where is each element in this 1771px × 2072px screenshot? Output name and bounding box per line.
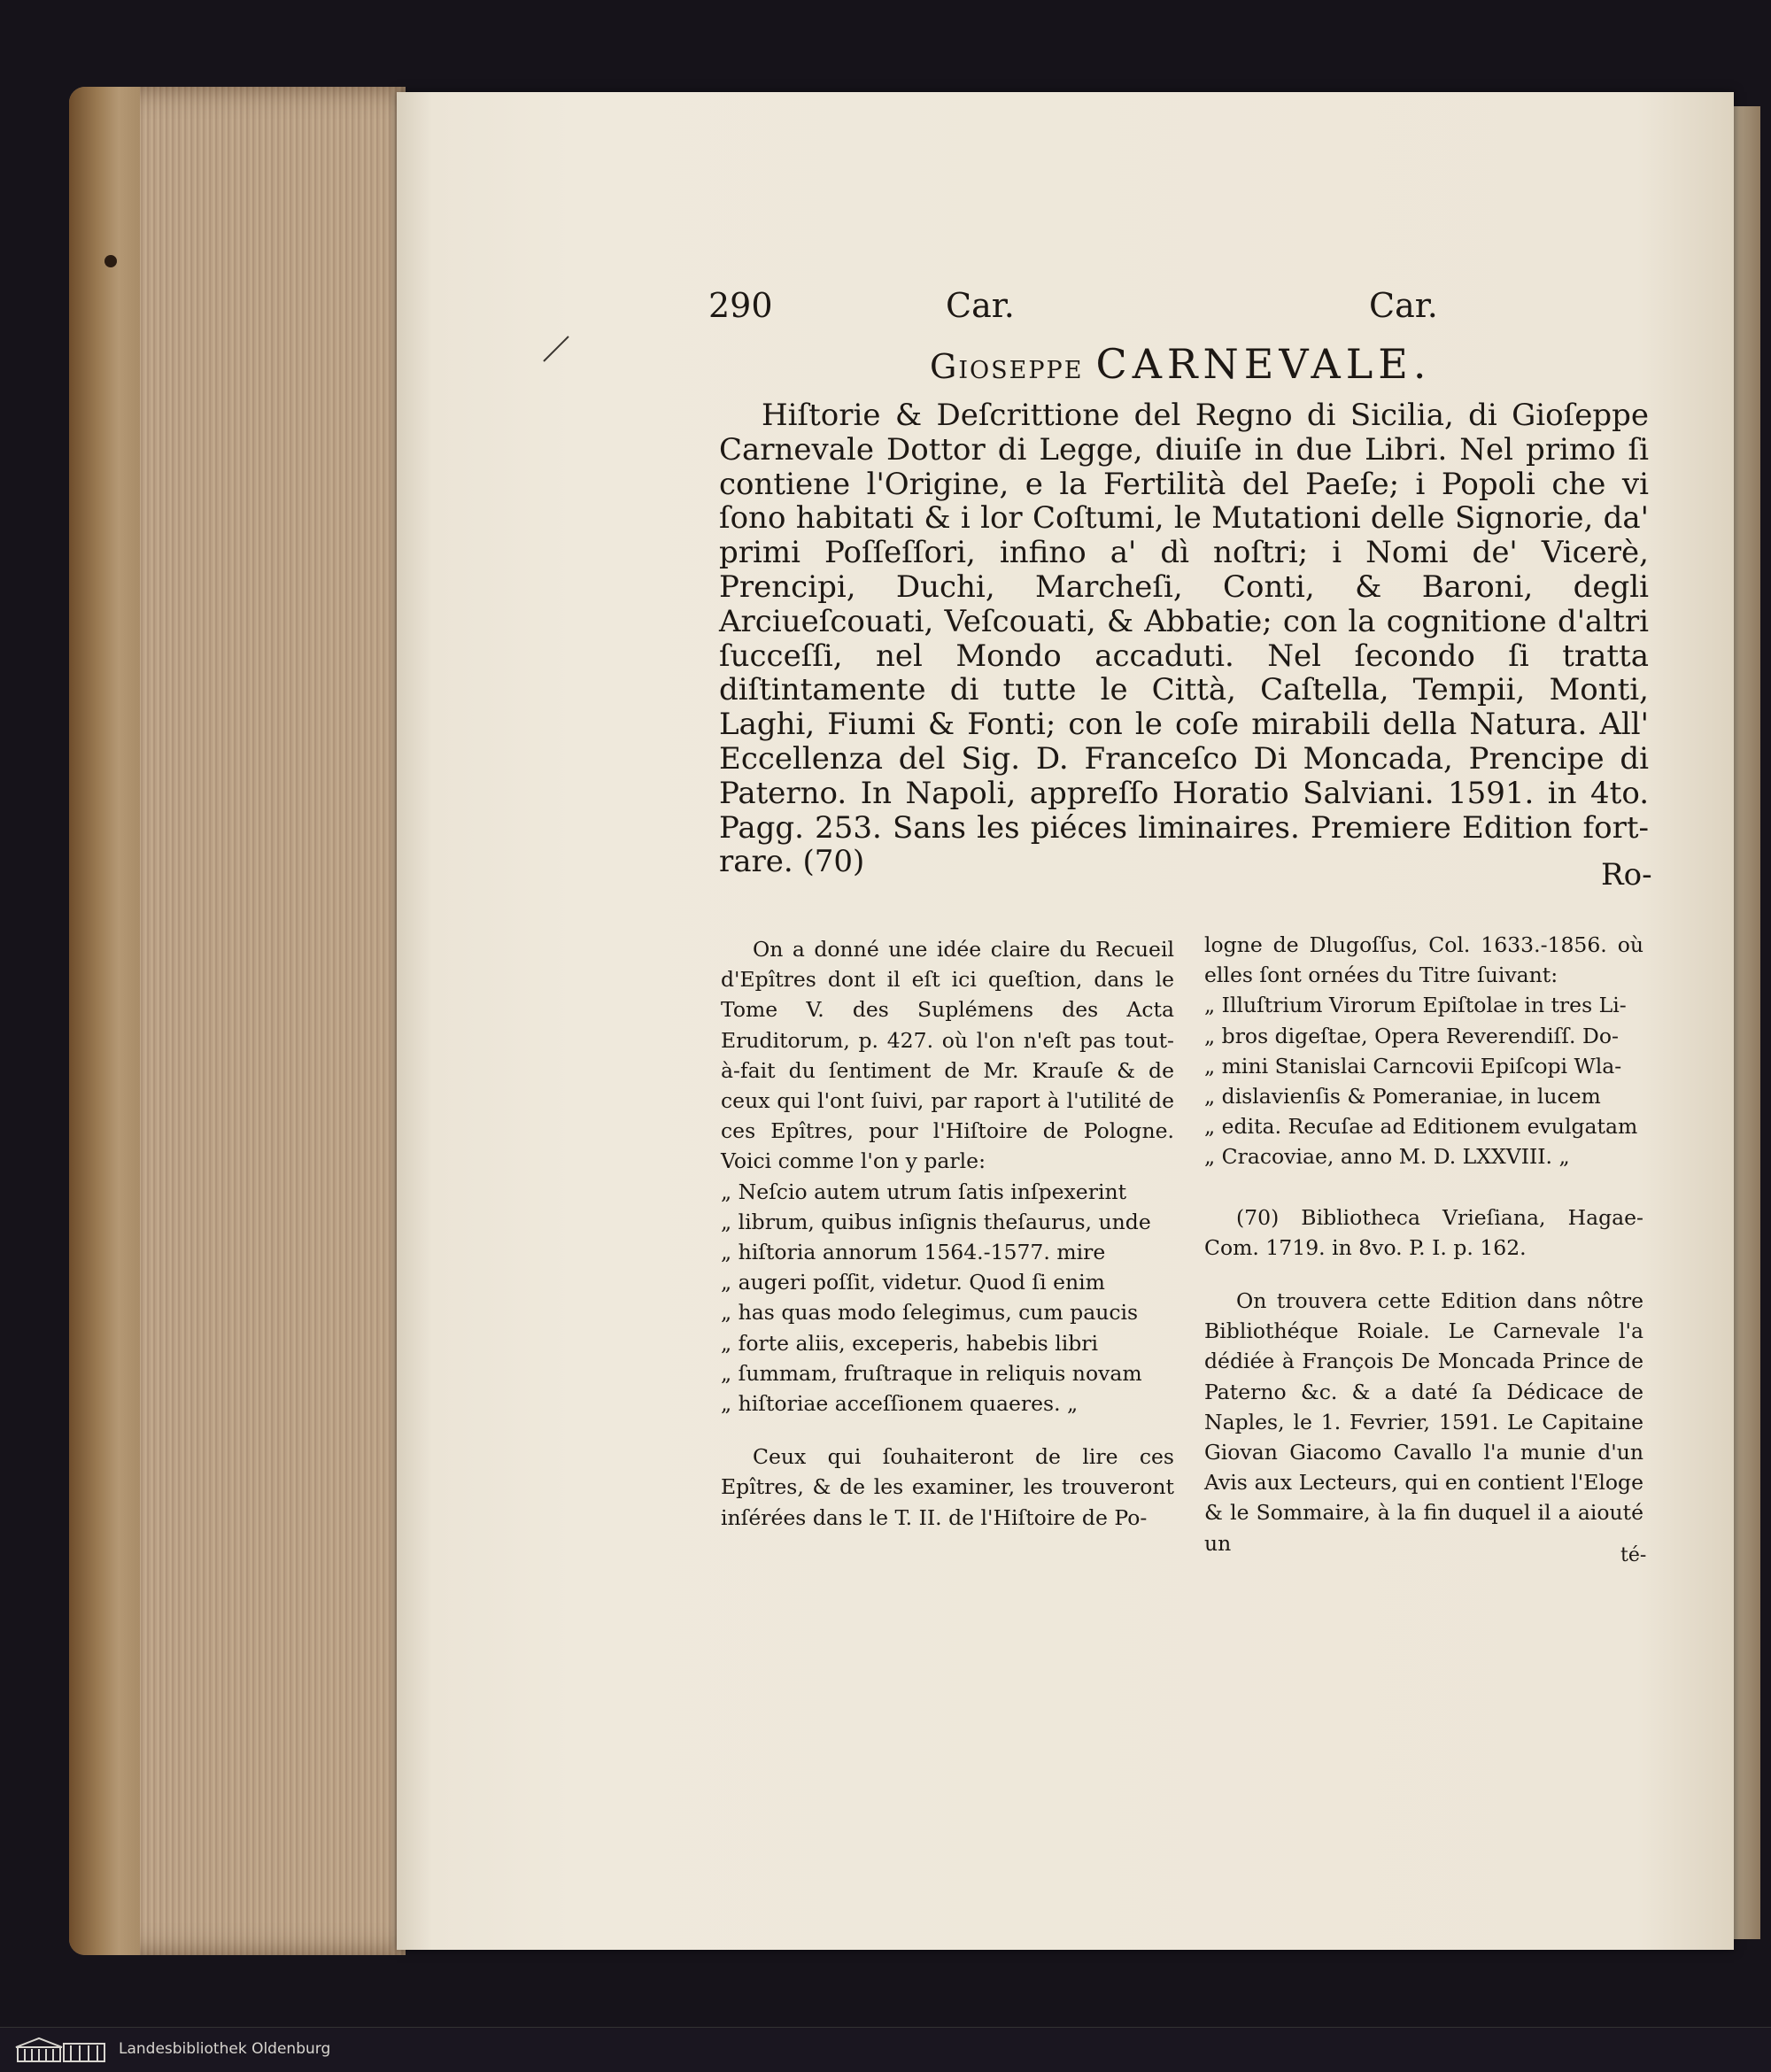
author-first-name: Gioseppe: [930, 347, 1084, 386]
book-cover: [69, 87, 140, 1955]
right-paragraph-2: On trouvera cette Edition dans nôtre Bibliothéque Roiale. Le Carnevale l'a dédiée à François De Moncada Prince de Paterno &c. & a daté ſa Dédicace de Naples, le 1. Fevrier, 1591. Le Capitaine Giovan Giacomo Cavallo l'a munie d'un Avis aux Lecteurs, qui en contient l'Eloge & le Sommaire, à la fin duquel il a aiouté un: [1204, 1288, 1643, 1556]
quote-line: „ mini Stanislai Carncovii Epiſcopi Wla-: [1204, 1053, 1622, 1079]
right-paragraph-1: logne de Dlugoſſus, Col. 1633.-1856. où elles ſont ornées du Titre ſuivant:: [1204, 932, 1643, 988]
quote-line: „ has quas modo ſelegimus, cum paucis: [721, 1300, 1139, 1326]
quote-line: „ Illuſtrium Virorum Epiſtolae in tres Li-: [1204, 993, 1627, 1018]
quote-line: „ bros digeſtae, Opera Reverendiſſ. Do-: [1204, 1023, 1619, 1048]
left-paragraph-2: Ceux qui ſouhaiteront de lire ces Epîtres, & de les examiner, les trouveront inſérées dans le T. II. de l'Hiſtoire de Po-: [721, 1444, 1174, 1530]
running-head-left: Car.: [946, 286, 1015, 325]
quote-line: „ Neſcio autem utrum ſatis inſpexerint: [721, 1179, 1127, 1204]
catchword-main: Ro-: [1601, 857, 1652, 893]
left-column: [721, 934, 1174, 1533]
quote-line: „ augeri poſſit, videtur. Quod ſi enim: [721, 1270, 1105, 1295]
library-building-icon: [12, 2035, 108, 2065]
page-number: 290: [708, 286, 773, 325]
quote-line: „ Cracoviae, anno M. D. LXXVIII. „: [1204, 1144, 1570, 1170]
quote-line: „ hiſtoria annorum 1564.-1577. mire: [721, 1240, 1106, 1265]
running-head-right: Car.: [1369, 286, 1438, 325]
footnote: (70) Bibliotheca Vrieſiana, Hagae-Com. 1719. in 8vo. P. I. p. 162.: [1204, 1204, 1643, 1260]
author-last-name: CARNEVALE.: [1095, 340, 1432, 388]
quote-line: „ dislavienſis & Pomeraniae, in lucem: [1204, 1084, 1601, 1109]
quote-line: „ librum, quibus inſignis theſaurus, unde: [721, 1209, 1151, 1234]
library-name: Landesbibliothek Oldenburg: [119, 2040, 331, 2058]
quote-line: „ ſummam, fruſtraque in reliquis novam: [721, 1360, 1142, 1386]
quote-line: „ edita. Recuſae ad Editionem evulgatam: [1204, 1114, 1638, 1140]
entry-title: [930, 340, 1431, 388]
footer-bar: [0, 2027, 1771, 2072]
right-column: [1204, 930, 1643, 1558]
entry-description: Hiſtorie & Deſcrittione del Regno di Sicilia, di Gioſeppe Carnevale Dottor di Legge, diuiſe in due Libri. Nel primo ſi contiene l'Origine, e la Fertilità del Paeſe; i Popoli che vi ſono habitati & i lor Coſtumi, le Mutationi delle Signorie, da' primi Poſſeſſori, infino a' dì noſtri; i Nomi de' Vicerè, Prencipi, Duchi, Marcheſi, Conti, & Baroni, degli Arciueſcouati, Veſcouati, & Abbatie; con la cognitione d'altri ſucceſſi, nel Mondo accaduti. Nel ſecondo ſi tratta diſtintamente di tutte le Città, Caſtella, Tempii, Monti, Laghi, Fiumi & Fonti; con le coſe mirabili della Natura. All' Eccellenza del Sig. D. Franceſco Di Moncada, Prencipe di Paterno. In Napoli, appreſſo Horatio Salviani. 1591. in 4to. Pagg. 253. Sans les piéces liminaires. Premiere Edition fort-rare. (70): [719, 398, 1649, 880]
pencil-mark-icon: [542, 335, 570, 363]
quote-line: „ forte aliis, exceperis, habebis libri: [721, 1330, 1099, 1356]
catchword-right-column: té-: [1620, 1544, 1647, 1566]
cover-nail: [104, 255, 117, 267]
quote-line: „ hiſtoriae acceſſionem quaeres. „: [721, 1391, 1079, 1417]
left-paragraph-1: On a donné une idée claire du Recueil d'Epîtres dont il eſt ici queſtion, dans le Tome V. des Suplémens des Acta Eruditorum, p. 427. où l'on n'eſt pas tout-à-fait du ſentiment de Mr. Krauſe & de ceux qui l'ont ſuivi, par raport à l'utilité de ces Epîtres, pour l'Hiſtoire de Pologne. Voici comme l'on y parle:: [721, 937, 1174, 1174]
